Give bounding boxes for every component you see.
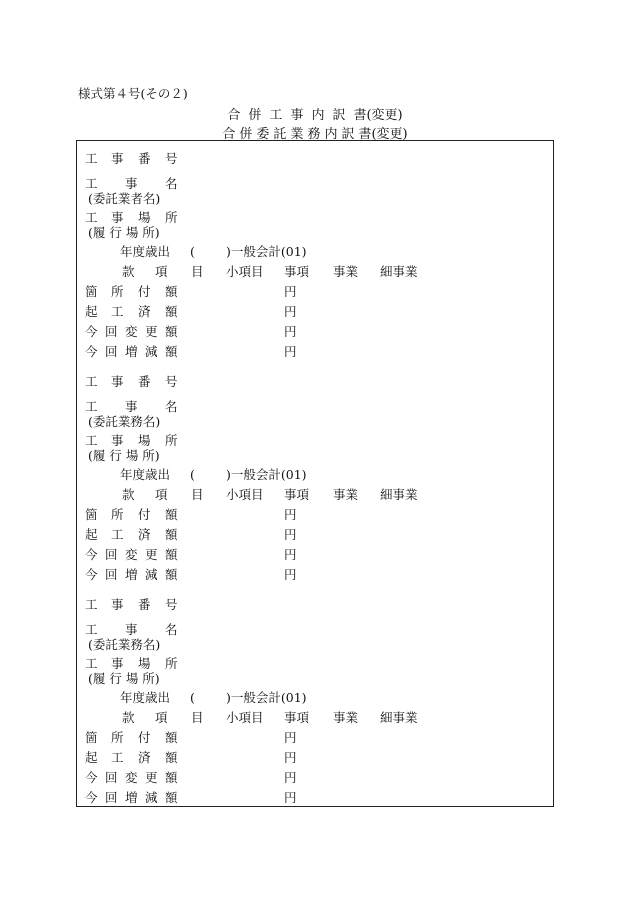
label-char: 変 [125,770,138,785]
label-char: 所 [165,656,178,671]
label-char: 所 [111,507,124,522]
yen-unit: 円 [284,790,297,805]
name-note: (委託業務名) [88,414,161,429]
column-kou: 項 [155,264,168,279]
column-matter: 事項 [284,264,310,279]
label-char: 回 [105,567,118,582]
label-char: 付 [138,730,151,745]
label-char: 事 [125,399,138,414]
label-char: 今 [85,324,98,339]
column-matter: 事項 [284,710,310,725]
title-char: 託 [273,127,287,142]
label-char: 回 [105,344,118,359]
label-char: 工 [85,597,98,612]
column-moku: 目 [191,487,204,502]
label-char: 増 [125,344,138,359]
label-char: 名 [165,399,178,414]
column-sub-project: 細事業 [380,264,418,279]
column-project: 事業 [333,710,359,725]
label-char: 号 [165,374,178,389]
label-char: 工 [85,622,98,637]
label-char: 工 [85,656,98,671]
label-char: 済 [138,527,151,542]
title-construction-breakdown [0,104,630,123]
column-moku: 目 [191,264,204,279]
yen-unit: 円 [284,304,297,319]
column-sub-item: 小項目 [226,264,264,279]
label-char: 更 [145,770,158,785]
label-char: 額 [165,770,178,785]
label-char: 号 [165,151,178,166]
column-kan: 款 [122,264,135,279]
label-char: 回 [105,770,118,785]
label-char: 工 [85,176,98,191]
breakdown-section-3 [77,587,553,810]
label-char: 事 [111,374,124,389]
label-char: 工 [85,399,98,414]
name-note: (委託業務名) [88,637,161,652]
label-char: 工 [85,433,98,448]
label-char: 今 [85,547,98,562]
label-char: 付 [138,507,151,522]
label-char: 所 [165,210,178,225]
breakdown-section-2 [77,364,553,587]
label-char: 今 [85,790,98,805]
fiscal-year-label: 年度歳出 [120,467,171,482]
label-char: 今 [85,770,98,785]
column-sub-item: 小項目 [226,710,264,725]
label-char: 事 [111,151,124,166]
label-char: 額 [165,324,178,339]
label-char: 工 [85,210,98,225]
label-char: 今 [85,344,98,359]
column-sub-project: 細事業 [380,710,418,725]
column-matter: 事項 [284,487,310,502]
fiscal-year-paren: ( [190,690,195,705]
label-char: 額 [165,547,178,562]
yen-unit: 円 [284,284,297,299]
yen-unit: 円 [284,324,297,339]
label-char: 額 [165,284,178,299]
fiscal-year-label: 年度歳出 [120,244,171,259]
column-kou: 項 [155,710,168,725]
label-char: 箇 [85,730,98,745]
column-project: 事業 [333,487,359,502]
label-char: 額 [165,750,178,765]
breakdown-form-box [76,140,554,807]
label-char: 事 [125,622,138,637]
general-account-label: )一般会計(01) [226,467,307,482]
yen-unit: 円 [284,344,297,359]
label-char: 回 [105,547,118,562]
label-char: 所 [165,433,178,448]
title-char: 内 [311,108,325,123]
label-char: 起 [85,527,98,542]
yen-unit: 円 [284,567,297,582]
column-kan: 款 [122,710,135,725]
label-char: 済 [138,304,151,319]
label-char: 額 [165,507,178,522]
name-note: (委託業者名) [88,191,161,206]
column-sub-project: 細事業 [380,487,418,502]
label-char: 場 [138,433,151,448]
breakdown-section-1 [77,141,553,364]
label-char: 変 [125,324,138,339]
label-char: 額 [165,527,178,542]
label-char: 事 [111,656,124,671]
title-char: 書(変更) [358,127,408,142]
label-char: 番 [138,597,151,612]
title-char: 併 [239,127,253,142]
label-char: 場 [138,656,151,671]
label-char: 額 [165,790,178,805]
yen-unit: 円 [284,507,297,522]
fiscal-year-paren: ( [190,467,195,482]
title-char: 合 [222,127,236,142]
label-char: 号 [165,597,178,612]
label-char: 番 [138,374,151,389]
fiscal-year-paren: ( [190,244,195,259]
title-char: 務 [307,127,321,142]
label-char: 減 [145,344,158,359]
label-char: 額 [165,730,178,745]
title-char: 工 [269,108,283,123]
title-char: 訳 [341,127,355,142]
label-char: 工 [111,527,124,542]
label-char: 場 [138,210,151,225]
fiscal-year-label: 年度歳出 [120,690,171,705]
label-char: 起 [85,750,98,765]
label-char: 所 [111,284,124,299]
location-note: (履 行 場 所) [88,671,160,686]
title-char: 合 [227,108,241,123]
label-char: 済 [138,750,151,765]
label-char: 事 [111,597,124,612]
label-char: 工 [85,374,98,389]
column-sub-item: 小項目 [226,487,264,502]
yen-unit: 円 [284,750,297,765]
label-char: 事 [111,210,124,225]
label-char: 回 [105,790,118,805]
label-char: 減 [145,790,158,805]
column-kan: 款 [122,487,135,502]
label-char: 減 [145,567,158,582]
form-number-label: 様式第４号(その２) [78,86,188,101]
label-char: 増 [125,790,138,805]
label-char: 付 [138,284,151,299]
title-char: 内 [324,127,338,142]
label-char: 名 [165,622,178,637]
title-char: 書(変更) [353,108,403,123]
title-char: 委 [256,127,270,142]
label-char: 名 [165,176,178,191]
location-note: (履 行 場 所) [88,225,160,240]
label-char: 箇 [85,284,98,299]
label-char: 額 [165,567,178,582]
label-char: 額 [165,344,178,359]
label-char: 額 [165,304,178,319]
general-account-label: )一般会計(01) [226,244,307,259]
label-char: 箇 [85,507,98,522]
label-char: 事 [111,433,124,448]
yen-unit: 円 [284,547,297,562]
title-char: 業 [290,127,304,142]
label-char: 起 [85,304,98,319]
label-char: 今 [85,567,98,582]
label-char: 増 [125,567,138,582]
column-kou: 項 [155,487,168,502]
yen-unit: 円 [284,770,297,785]
label-char: 工 [111,750,124,765]
label-char: 工 [85,151,98,166]
label-char: 変 [125,547,138,562]
column-moku: 目 [191,710,204,725]
label-char: 事 [125,176,138,191]
yen-unit: 円 [284,527,297,542]
yen-unit: 円 [284,730,297,745]
location-note: (履 行 場 所) [88,448,160,463]
general-account-label: )一般会計(01) [226,690,307,705]
title-char: 併 [248,108,262,123]
title-char: 事 [290,108,304,123]
label-char: 番 [138,151,151,166]
title-char: 訳 [332,108,346,123]
label-char: 回 [105,324,118,339]
label-char: 更 [145,324,158,339]
label-char: 更 [145,547,158,562]
label-char: 工 [111,304,124,319]
label-char: 所 [111,730,124,745]
column-project: 事業 [333,264,359,279]
